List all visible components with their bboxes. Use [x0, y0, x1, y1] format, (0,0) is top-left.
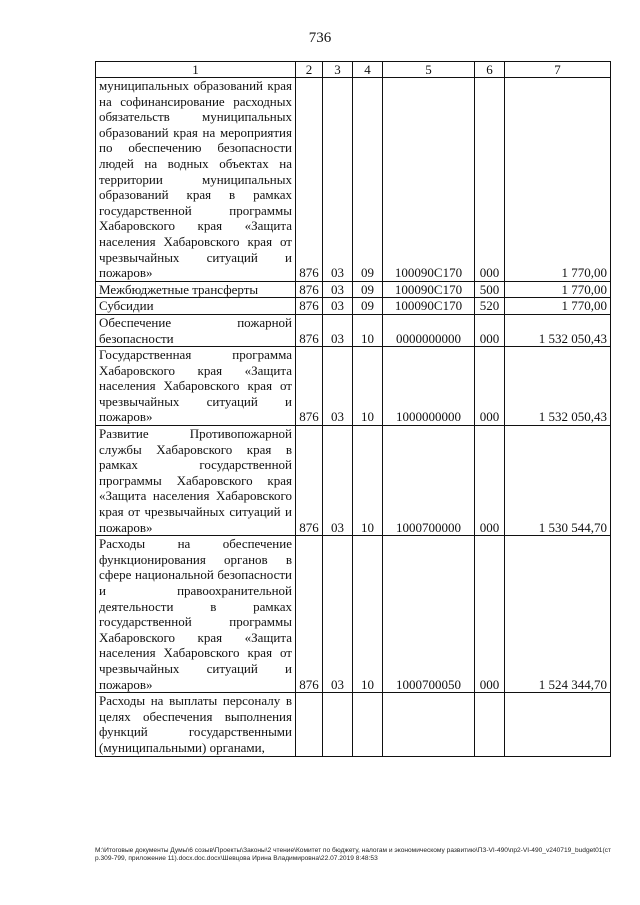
cell-ved — [296, 693, 323, 756]
row-name: Развитие Противопожарной службы Хабаровского края в рамках государственной программы Хабаровского края «Защита населения Хабаровского края от чрезвычайных ситуаций и пожаров» — [96, 426, 296, 536]
cell-pr: 10 — [353, 347, 383, 426]
header-row — [96, 62, 611, 78]
cell-ved: 876 — [296, 347, 323, 426]
cell-rz: 03 — [323, 347, 353, 426]
cell-sum: 1 530 544,70 — [505, 426, 611, 536]
row-name: Обеспечение пожарной безопасности — [96, 314, 296, 346]
cell-vr: 000 — [475, 426, 505, 536]
file-path-footer: М:\Итоговые документы Думы\6 созыв\Проекты\Законы\2 чтение\Комитет по бюджету, налогам и экономическому развитию\ПЗ-VI-490\пр2-VI-490_v240719_budget01(стр.309-799, приложение 11).docx.doc.docx\Шевцова Ирина Владимировна\22.07.2019 8:48:53 — [95, 847, 611, 863]
page-number: 736 — [308, 30, 332, 46]
table-row — [96, 536, 611, 693]
cell-vr — [475, 693, 505, 756]
cell-sum: 1 770,00 — [505, 78, 611, 282]
table-row — [96, 314, 611, 346]
cell-sum: 1 524 344,70 — [505, 536, 611, 693]
cell-csr: 1000000000 — [383, 347, 475, 426]
cell-pr: 09 — [353, 298, 383, 315]
row-name: Государственная программа Хабаровского края «Защита населения Хабаровского края от чрезвычайных ситуаций и пожаров» — [96, 347, 296, 426]
cell-sum — [505, 693, 611, 756]
col-header-1: 1 — [96, 62, 296, 78]
cell-csr — [383, 693, 475, 756]
cell-rz: 03 — [323, 78, 353, 282]
cell-rz — [323, 693, 353, 756]
col-header-2: 2 — [296, 62, 323, 78]
cell-ved: 876 — [296, 281, 323, 298]
cell-pr — [353, 693, 383, 756]
cell-sum: 1 770,00 — [505, 281, 611, 298]
cell-csr: 100090С170 — [383, 281, 475, 298]
cell-rz: 03 — [323, 298, 353, 315]
col-header-7: 7 — [505, 62, 611, 78]
cell-rz: 03 — [323, 314, 353, 346]
col-header-6: 6 — [475, 62, 505, 78]
row-name: Субсидии — [96, 298, 296, 315]
cell-vr: 520 — [475, 298, 505, 315]
cell-vr: 000 — [475, 347, 505, 426]
cell-pr: 10 — [353, 426, 383, 536]
cell-rz: 03 — [323, 426, 353, 536]
budget-table — [95, 61, 611, 757]
cell-csr: 0000000000 — [383, 314, 475, 346]
cell-ved: 876 — [296, 314, 323, 346]
table-row — [96, 78, 611, 282]
col-header-4: 4 — [353, 62, 383, 78]
cell-sum: 1 532 050,43 — [505, 314, 611, 346]
col-header-3: 3 — [323, 62, 353, 78]
cell-pr: 09 — [353, 281, 383, 298]
cell-vr: 000 — [475, 78, 505, 282]
row-name: Расходы на выплаты персоналу в целях обеспечения выполнения функций государственными (муниципальными) органами, — [96, 693, 296, 756]
table-row — [96, 347, 611, 426]
cell-ved: 876 — [296, 78, 323, 282]
cell-sum: 1 532 050,43 — [505, 347, 611, 426]
cell-vr: 500 — [475, 281, 505, 298]
row-name: Расходы на обеспечение функционирования органов в сфере национальной безопасности и правоохранительной деятельности в рамках государственной программы Хабаровского края «Защита населения Хабаровского края от чрезвычайных ситуаций и пожаров» — [96, 536, 296, 693]
table-row — [96, 298, 611, 315]
table-row — [96, 281, 611, 298]
cell-csr: 100090С170 — [383, 78, 475, 282]
cell-csr: 1000700050 — [383, 536, 475, 693]
table-row — [96, 426, 611, 536]
cell-rz: 03 — [323, 536, 353, 693]
cell-pr: 09 — [353, 78, 383, 282]
cell-ved: 876 — [296, 426, 323, 536]
table-row — [96, 693, 611, 756]
cell-pr: 10 — [353, 314, 383, 346]
cell-csr: 100090С170 — [383, 298, 475, 315]
row-name: Межбюджетные трансферты — [96, 281, 296, 298]
cell-ved: 876 — [296, 536, 323, 693]
cell-csr: 1000700000 — [383, 426, 475, 536]
col-header-5: 5 — [383, 62, 475, 78]
cell-sum: 1 770,00 — [505, 298, 611, 315]
cell-pr: 10 — [353, 536, 383, 693]
cell-vr: 000 — [475, 536, 505, 693]
cell-vr: 000 — [475, 314, 505, 346]
cell-ved: 876 — [296, 298, 323, 315]
row-name: муниципальных образований края на софинансирование расходных обязательств муниципальных образований края на мероприятия по обеспечению безопасности людей на водных объектах на территории муниципальных образований края в рамках государственной программы Хабаровского края «Защита населения Хабаровского края от чрезвычайных ситуаций и пожаров» — [96, 78, 296, 282]
cell-rz: 03 — [323, 281, 353, 298]
